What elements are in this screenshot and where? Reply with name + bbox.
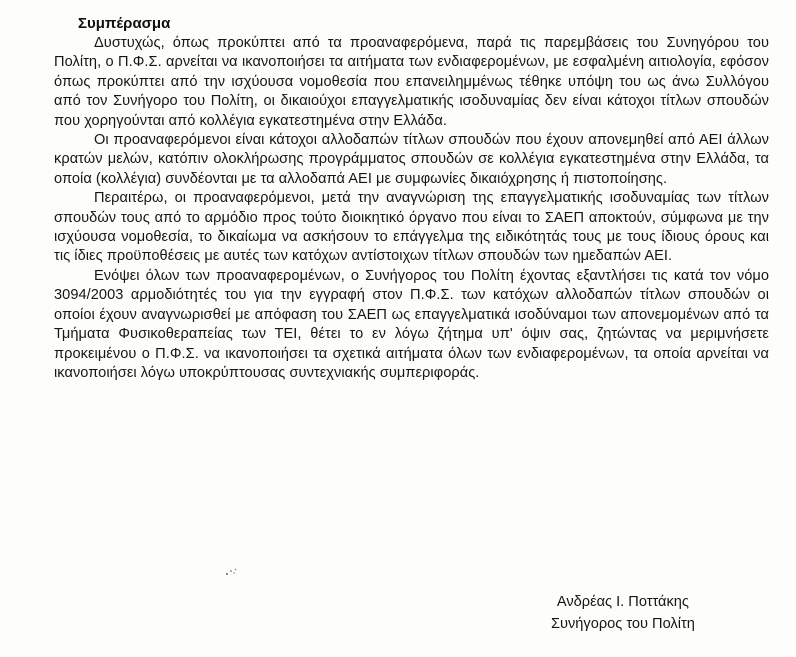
signatory-title: Συνήγορος του Πολίτη bbox=[551, 616, 695, 632]
document-body bbox=[54, 14, 769, 383]
signatory-name: Ανδρέας Ι. Ποττάκης bbox=[556, 594, 689, 610]
scan-speck-mark bbox=[224, 567, 238, 577]
paragraph-1: Δυστυχώς, όπως προκύπτει από τα προαναφερόμενα, παρά τις παρεμβάσεις του Συνηγόρου του Πολίτη, ο Π.Φ.Σ. αρνείται να ικανοποιήσει τα αιτήματα των ενδιαφερομένων, με εσφαλμένη αιτιολογία, εφόσον όπως προκύπτει από την ισχύουσα νομοθεσία που επανειλημμένως τέθηκε υπόψη του ως άνω Συλλόγου από τον Συνήγορο του Πολίτη, οι δικαιούχοι επαγγελματικής ισοδυναμίας δεν είναι κάτοχοι τίτλων σπουδών που χορηγούνται από κολλέγια εγκατεστημένα στην Ελλάδα. bbox=[54, 35, 769, 129]
section-heading: Συμπέρασμα bbox=[78, 15, 171, 32]
paragraph-4: Ενόψει όλων των προαναφερομένων, ο Συνήγορος του Πολίτη έχοντας εξαντλήσει τις κατά τον νόμο 3094/2003 αρμοδιότητές του για την εγγραφή στον Π.Φ.Σ. των κατόχων αλλοδαπών τίτλων σπουδών οι οποίοι έχουν αναγνωρισθεί με απόφαση του ΣΑΕΠ ως επαγγελματικά ισοδύναμοι των απονεμομένων από τα Τμήματα Φυσικοθεραπείας των ΤΕΙ, θέτει το εν λόγω ζήτημα υπ' όψιν σας, ζητώντας να μεριμνήσετε προκειμένου ο Π.Φ.Σ. να ικανοποιήσει τα σχετικά αιτήματα όλων των ενδιαφερομένων, τα οποία αρνείται να ικανοποιήσει λόγω υποκρύπτουσας συντεχνιακής συμπεριφοράς. bbox=[54, 267, 769, 381]
signature-block bbox=[551, 591, 695, 635]
paragraph-2: Οι προαναφερόμενοι είναι κάτοχοι αλλοδαπών τίτλων σπουδών που έχουν απονεμηθεί από ΑΕΙ άλλων κρατών μελών, κατόπιν ολοκλήρωσης προγράμματος σπουδών σε κολλέγια εγκατεστημένα στην Ελλάδα, τα οποία (κολλέγια) συνδέονται με τα αλλοδαπά ΑΕΙ με συμφωνίες δικαιόχρησης ή πιστοποίησης. bbox=[54, 132, 769, 187]
paragraph-3: Περαιτέρω, οι προαναφερόμενοι, μετά την αναγνώριση της επαγγελματικής ισοδυναμίας των τίτλων σπουδών τους από το αρμόδιο προς τούτο διοικητικό όργανο που είναι το ΣΑΕΠ αποκτούν, σύμφωνα με την ισχύουσα νομοθεσία, το δικαίωμα να ασκήσουν το επάγγελμα της ειδικότητάς τους με τους ίδιους όρους και τις ίδιες προϋποθέσεις με αυτές των κατόχων αντίστοιχων τίτλων σπουδών των ημεδαπών ΑΕΙ. bbox=[54, 190, 769, 265]
